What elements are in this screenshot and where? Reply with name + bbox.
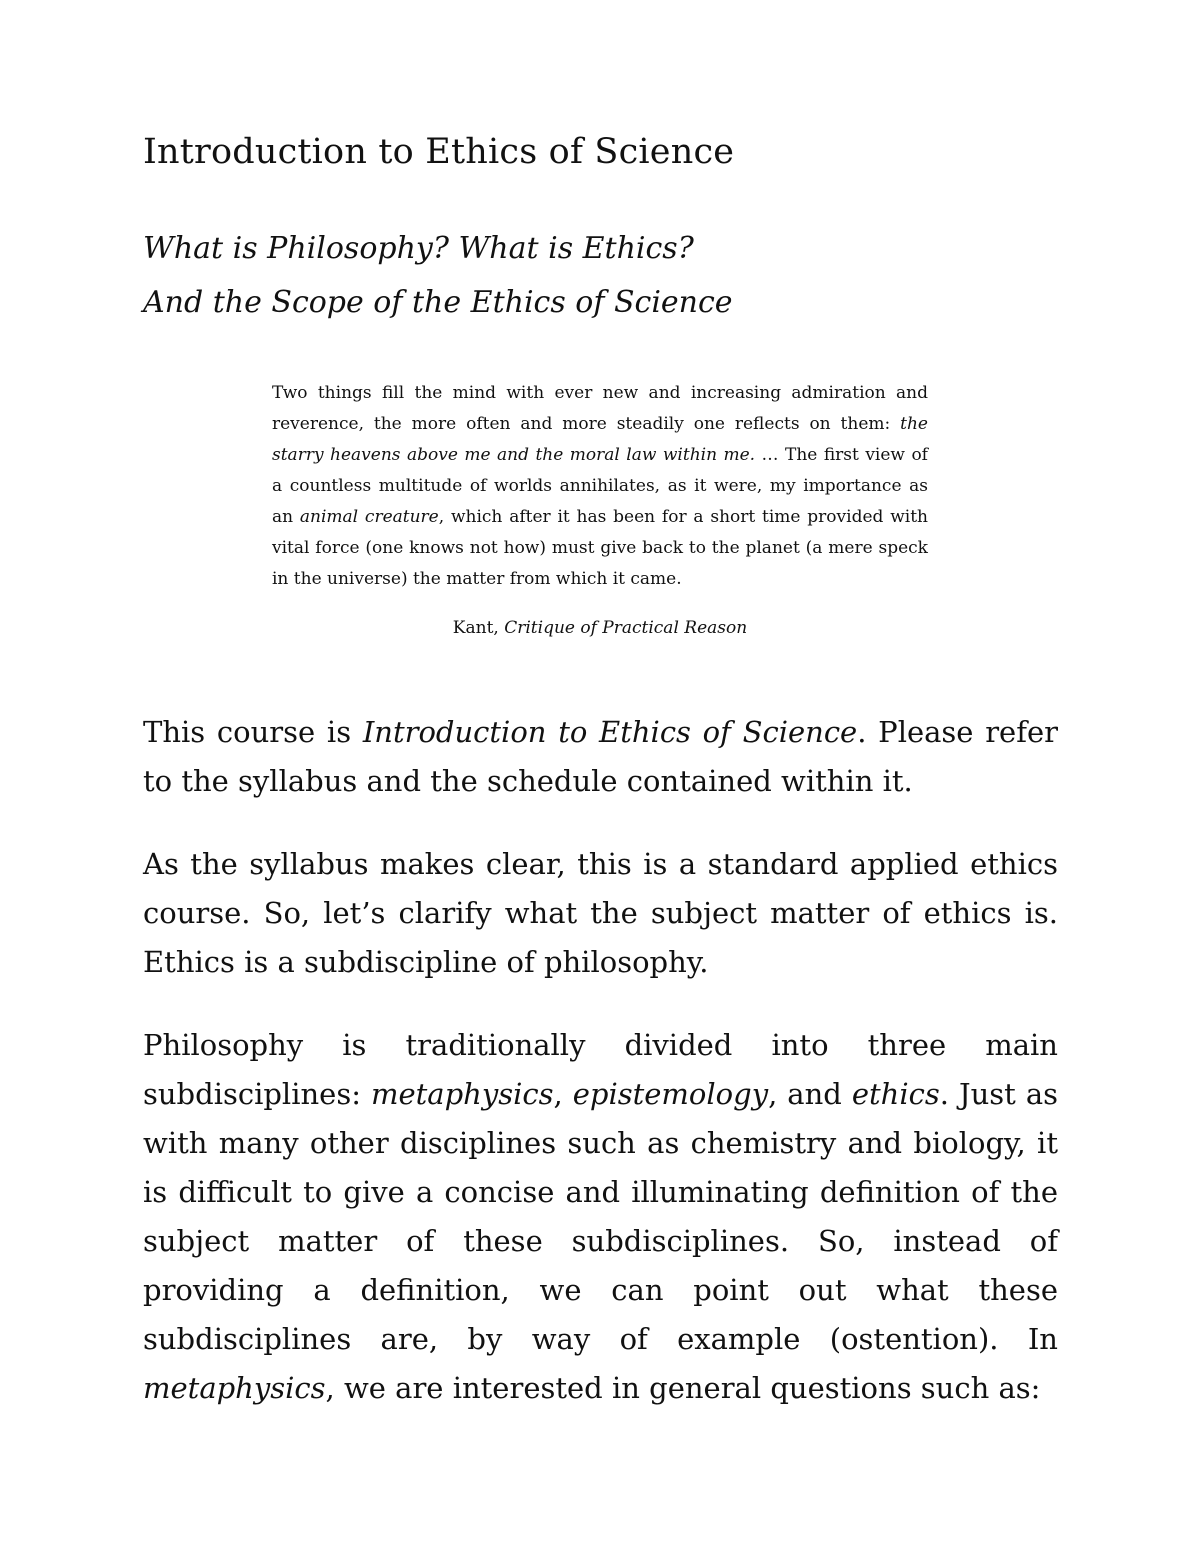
p3-epistemology: epistemology [572,1077,769,1111]
p3-text-3: , we are interested in general questions such as: [325,1371,1041,1405]
attribution-author: Kant, [452,618,505,638]
p3-text-1: Philosophy is traditionally divided into three main subdisciplines: [143,1028,1058,1111]
document-subtitle [143,222,733,330]
p1-text-2: . Please refer to the syllabus and the schedule contained within it. [143,715,1058,798]
subtitle-line-1: What is Philosophy? What is Ethics? [143,231,694,266]
epigraph-text-1: Two things fill the mind with ever new and increasing admiration and reverence, the more often and more steadily one reflects on them: [272,383,928,434]
p3-ethics: ethics [851,1077,940,1111]
epigraph-text-3: , which after it has been for a short time provided with vital force (one knows not how) must give back to the planet (a mere speck in the universe) the matter from which it came. [272,507,928,589]
epigraph-attribution [272,618,928,638]
p3-sep-1: , [553,1077,573,1111]
p3-metaphysics: metaphysics [370,1077,554,1111]
p3-sep-2: , and [768,1077,852,1111]
epigraph-emphasis-1: the starry heavens above me and the moral law within me. [272,414,928,465]
epigraph-quote [272,378,928,595]
attribution-work: Critique of Practical Reason [504,618,748,638]
epigraph-emphasis-2: animal creature [299,507,439,527]
subtitle-line-2: And the Scope of the Ethics of Science [143,285,733,320]
paragraph-applied-ethics: As the syllabus makes clear, this is a standard applied ethics course. So, let’s clarify what the subject matter of ethics is. Ethics is a subdiscipline of philosophy. [143,847,1058,979]
p1-course-title: Introduction to Ethics of Science [362,715,858,749]
paragraph-course-intro [143,708,1058,806]
paragraph-subdisciplines [143,1021,1058,1413]
epigraph-text-2: … The first view of a countless multitude of worlds annihilates, as it were, my importance as an [272,445,928,527]
p3-text-2: . Just as with many other disciplines such as chemistry and biology, it is difficult to give a concise and illuminating definition of the subject matter of these subdisciplines. So, instead of providing a definition, we can point out what these subdisciplines are, by way of example (ostention). In [143,1077,1059,1356]
p3-metaphysics-2: metaphysics [143,1371,326,1405]
p1-text-1: This course is [143,715,363,749]
document-title: Introduction to Ethics of Science [143,132,735,172]
